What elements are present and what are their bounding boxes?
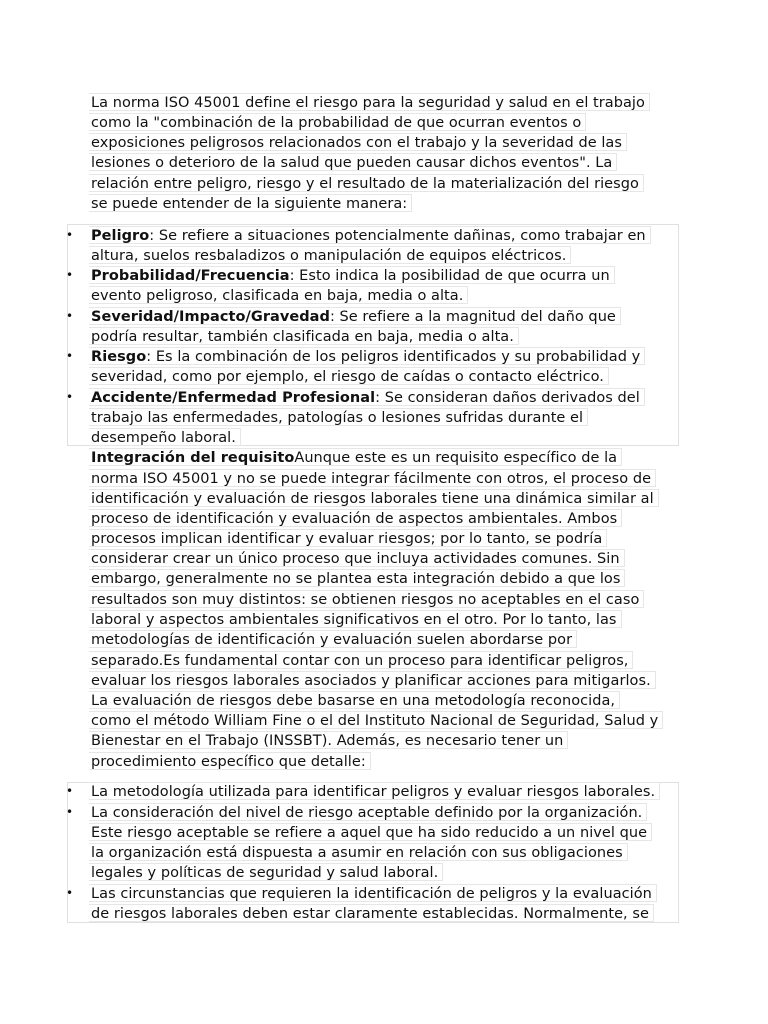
integration-line: metodologías de identificación y evaluación suelen abordarse por: [89, 630, 577, 648]
integration-line: laboral y aspectos ambientales significativos en el otro. Por lo tanto, las: [89, 610, 622, 628]
term-line: [89, 266, 615, 284]
intro-line: relación entre peligro, riesgo y el resultado de la materialización del riesgo: [89, 174, 644, 192]
integration-line: considerar crear un único proceso que incluya actividades comunes. Sin: [89, 549, 625, 567]
intro-line: La norma ISO 45001 define el riesgo para la seguridad y salud en el trabajo: [89, 93, 650, 111]
integration-line: [89, 448, 622, 466]
integration-line: embargo, generalmente no se plantea esta integración debido a que los: [89, 569, 625, 587]
term-line: desempeño laboral.: [89, 428, 241, 446]
integration-line: resultados son muy distintos: se obtienen riesgos no aceptables en el caso: [89, 590, 644, 608]
integration-text: Aunque este es un requisito específico de la: [294, 450, 618, 466]
bullet-icon: •: [66, 390, 74, 404]
term-riesgo: Riesgo: [91, 349, 147, 365]
intro-line: como la "combinación de la probabilidad de que ocurran eventos o: [89, 113, 586, 131]
term-line: [89, 307, 621, 325]
term-line: evento peligroso, clasificada en baja, media o alta.: [89, 286, 468, 304]
procedure-item-line: legales y políticas de seguridad y salud laboral.: [89, 863, 443, 881]
procedure-item-line: Las circunstancias que requieren la identificación de peligros y la evaluación: [89, 884, 657, 902]
integration-line: Bienestar en el Trabajo (INSSBT). Además, es necesario tener un: [89, 731, 568, 749]
intro-line: exposiciones peligrosos relacionados con el trabajo y la severidad de las: [89, 133, 627, 151]
term-accidente: Accidente/Enfermedad Profesional: [91, 390, 376, 406]
term-definition: : Se refiere a situaciones potencialmente dañinas, como trabajar en: [149, 228, 646, 244]
bullet-icon: •: [66, 309, 74, 323]
bullet-icon: •: [66, 805, 74, 819]
term-line: [89, 226, 651, 244]
term-probabilidad: Probabilidad/Frecuencia: [91, 268, 290, 284]
term-definition: : Es la combinación de los peligros identificados y su probabilidad y: [146, 349, 641, 365]
integration-line: norma ISO 45001 y no se puede integrar fácilmente con otros, el proceso de: [89, 469, 656, 487]
integration-line: separado.Es fundamental contar con un proceso para identificar peligros,: [89, 651, 633, 669]
procedure-item-line: La metodología utilizada para identificar peligros y evaluar riesgos laborales.: [89, 782, 660, 800]
integration-line: como el método William Fine o el del Instituto Nacional de Seguridad, Salud y: [89, 711, 663, 729]
term-line: severidad, como por ejemplo, el riesgo de caídas o contacto eléctrico.: [89, 367, 609, 385]
integration-heading: Integración del requisito: [91, 450, 295, 466]
bullet-icon: •: [66, 349, 74, 363]
term-severidad: Severidad/Impacto/Gravedad: [91, 309, 330, 325]
procedure-item-line: La consideración del nivel de riesgo aceptable definido por la organización.: [89, 803, 647, 821]
procedure-item-line: de riesgos laborales deben estar claramente establecidas. Normalmente, se: [89, 904, 654, 922]
integration-line: evaluar los riesgos laborales asociados y planificar acciones para mitigarlos.: [89, 671, 656, 689]
integration-line: proceso de identificación y evaluación de aspectos ambientales. Ambos: [89, 509, 622, 527]
integration-line: identificación y evaluación de riesgos laborales tiene una dinámica similar al: [89, 489, 659, 507]
procedure-item-line: Este riesgo aceptable se refiere a aquel que ha sido reducido a un nivel que: [89, 823, 652, 841]
integration-line: La evaluación de riesgos debe basarse en una metodología reconocida,: [89, 691, 620, 709]
integration-line: procedimiento específico que detalle:: [89, 752, 371, 770]
integration-line: procesos implican identificar y evaluar riesgos; por lo tanto, se podría: [89, 529, 607, 547]
term-line: altura, suelos resbaladizos o manipulación de equipos eléctricos.: [89, 246, 571, 264]
term-peligro: Peligro: [91, 228, 150, 244]
procedure-item-line: la organización está dispuesta a asumir en relación con sus obligaciones: [89, 843, 628, 861]
term-definition: : Se consideran daños derivados del: [375, 390, 640, 406]
term-line: trabajo las enfermedades, patologías o lesiones sufridas durante el: [89, 408, 588, 426]
bullet-icon: •: [66, 228, 74, 242]
term-definition: : Esto indica la posibilidad de que ocurra un: [289, 268, 610, 284]
term-line: [89, 388, 645, 406]
bullet-icon: •: [66, 886, 74, 900]
bullet-icon: •: [66, 268, 74, 282]
bullet-icon: •: [66, 784, 74, 798]
intro-line: lesiones o deterioro de la salud que pueden causar dichos eventos". La: [89, 153, 617, 171]
term-definition: : Se refiere a la magnitud del daño que: [329, 309, 616, 325]
term-line: podría resultar, también clasificada en baja, media o alta.: [89, 327, 519, 345]
intro-line: se puede entender de la siguiente manera:: [89, 194, 412, 212]
term-line: [89, 347, 645, 365]
